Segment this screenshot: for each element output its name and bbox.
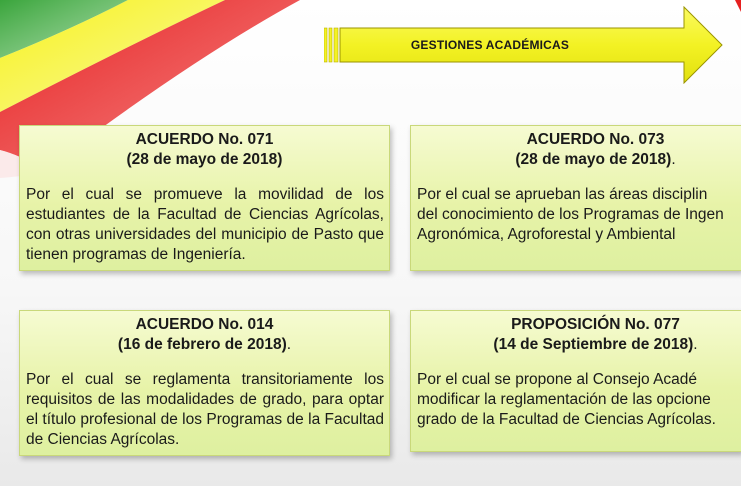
card-description: Por el cual se aprueban las áreas disciplin del conocimiento de los Programas de Ingen Agronómica, Agroforestal y Ambiental	[417, 186, 724, 243]
card-date: (14 de Septiembre de 2018).	[493, 336, 698, 353]
card-title: PROPOSICIÓN No. 077	[511, 316, 680, 333]
banner-title: GESTIONES ACADÉMICAS	[410, 38, 570, 52]
card-description: Por el cual se reglamenta transitoriamente los requisitos de las modalidades de grado, para optar el título profesional de los Programas de la Facultad de Ciencias Agrícolas.	[26, 371, 384, 448]
card-date: (16 de febrero de 2018).	[117, 336, 292, 353]
card-title: ACUERDO No. 073	[526, 131, 665, 148]
card-proposicion-077	[410, 310, 741, 452]
corner-red-mark	[735, 0, 741, 12]
card-description: Por el cual se promueve la movilidad de los estudiantes de la Facultad de Ciencias Agrícolas, con otras universidades del municipio de Pasto que tienen programas de Ingeniería.	[26, 186, 384, 263]
card-date: (28 de mayo de 2018)	[126, 151, 283, 168]
card-acuerdo-071	[19, 125, 390, 271]
card-acuerdo-014	[19, 310, 390, 456]
card-acuerdo-073	[410, 125, 741, 271]
card-title: ACUERDO No. 071	[135, 131, 274, 148]
card-description: Por el cual se propone al Consejo Acadé modificar la reglamentación de las opcione grado de la Facultad de Ciencias Agrícolas.	[417, 371, 716, 428]
card-date: (28 de mayo de 2018).	[515, 151, 676, 168]
card-title: ACUERDO No. 014	[135, 316, 274, 333]
